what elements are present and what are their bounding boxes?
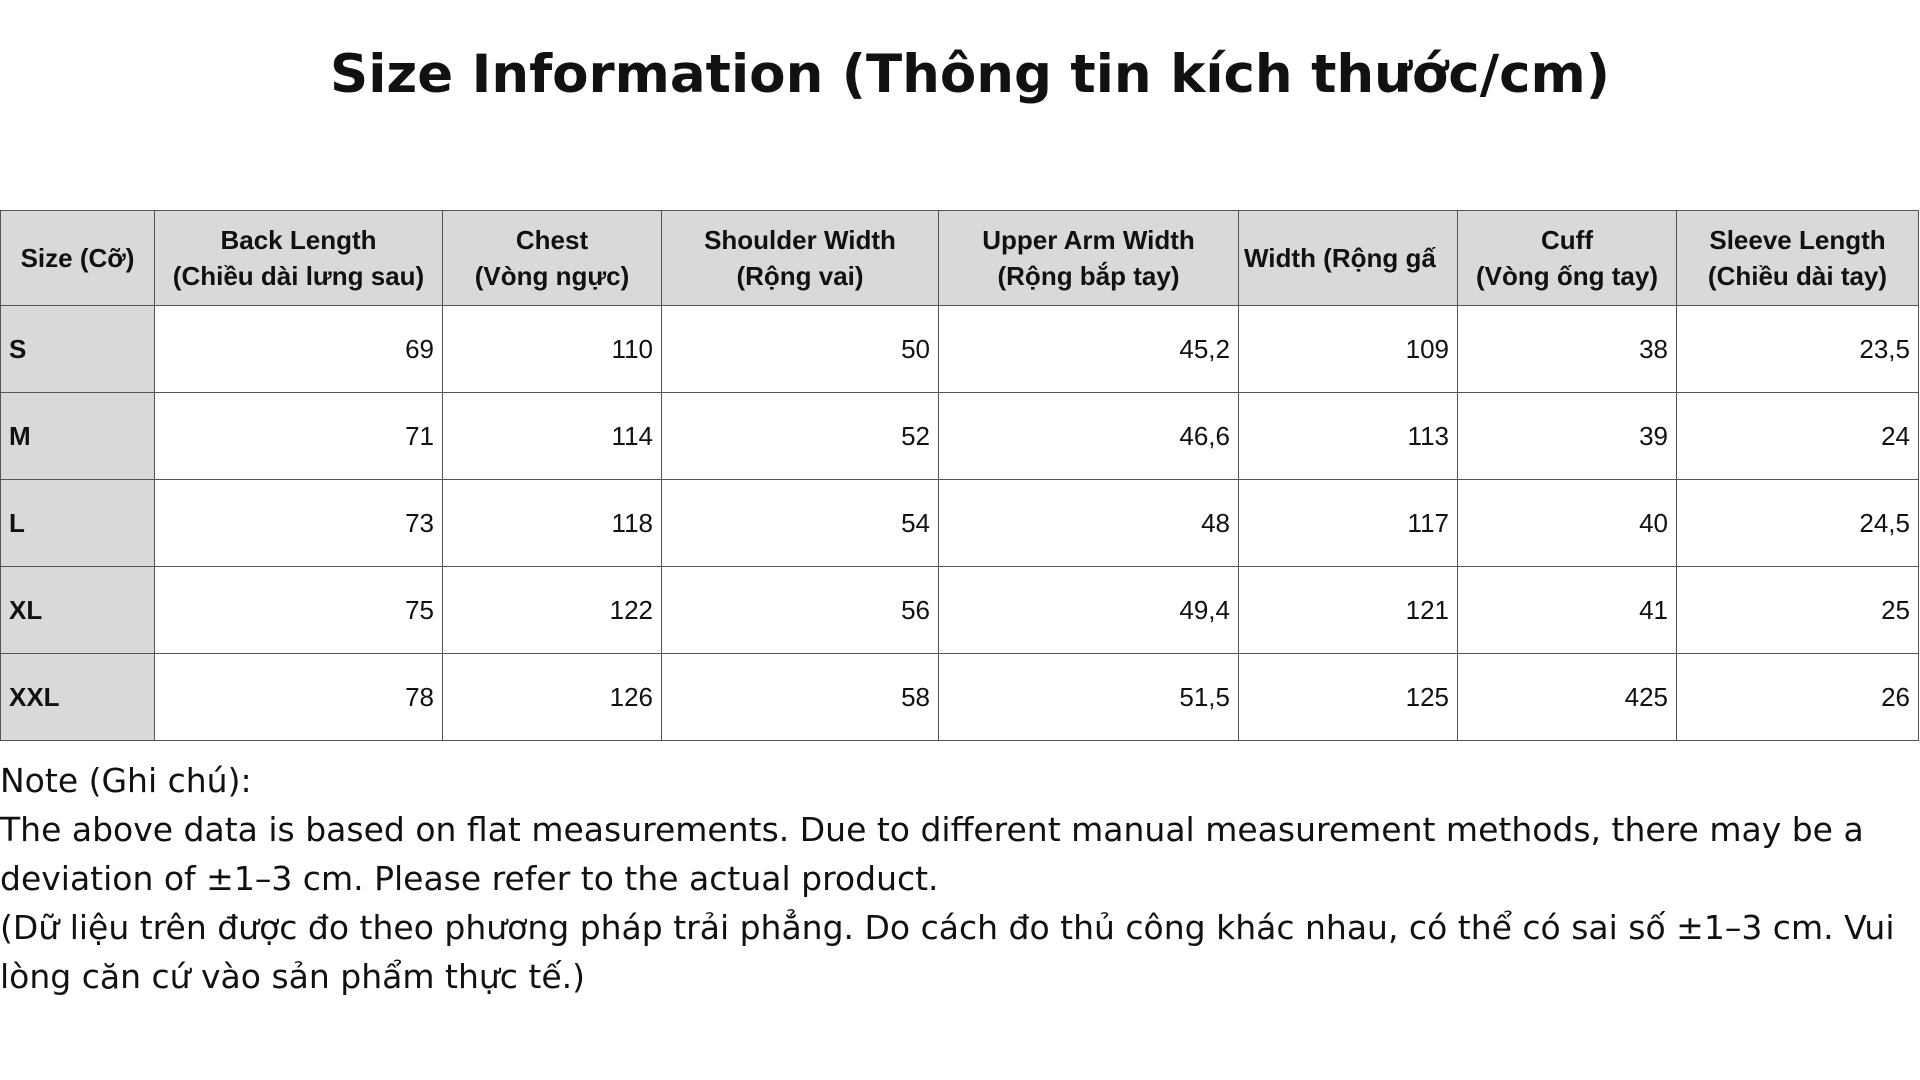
table-row xyxy=(1,393,1919,480)
table-cell: 125 xyxy=(1239,654,1458,741)
table-cell: 118 xyxy=(443,480,662,567)
table-cell: 48 xyxy=(939,480,1239,567)
table-cell: 49,4 xyxy=(939,567,1239,654)
table-cell: 51,5 xyxy=(939,654,1239,741)
header-shoulder-width: Shoulder Width (Rộng vai) xyxy=(662,211,939,306)
table-cell: 41 xyxy=(1458,567,1677,654)
table-cell: 39 xyxy=(1458,393,1677,480)
size-cell: L xyxy=(1,480,155,567)
header-back-length: Back Length (Chiều dài lưng sau) xyxy=(155,211,443,306)
table-row xyxy=(1,306,1919,393)
table-cell: 110 xyxy=(443,306,662,393)
size-cell: XXL xyxy=(1,654,155,741)
table-cell: 40 xyxy=(1458,480,1677,567)
table-cell: 69 xyxy=(155,306,443,393)
size-cell: XL xyxy=(1,567,155,654)
page-title: Size Information (Thông tin kích thước/cm) xyxy=(330,44,1610,105)
table-cell: 121 xyxy=(1239,567,1458,654)
table-cell: 113 xyxy=(1239,393,1458,480)
table-cell: 24 xyxy=(1677,393,1919,480)
table-cell: 75 xyxy=(155,567,443,654)
table-cell: 122 xyxy=(443,567,662,654)
table-cell: 45,2 xyxy=(939,306,1239,393)
table-cell: 46,6 xyxy=(939,393,1239,480)
table-header-row xyxy=(1,211,1919,306)
table-cell: 26 xyxy=(1677,654,1919,741)
table-cell: 58 xyxy=(662,654,939,741)
note-heading: Note (Ghi chú): xyxy=(0,761,252,800)
note-english: The above data is based on flat measurements. Due to different manual measurement methods, there may be a deviation of ±1–3 cm. Please refer to the actual product. xyxy=(0,810,1864,898)
table-cell: 73 xyxy=(155,480,443,567)
size-table xyxy=(0,210,1919,741)
table-cell: 25 xyxy=(1677,567,1919,654)
note-vietnamese: (Dữ liệu trên được đo theo phương pháp trải phẳng. Do cách đo thủ công khác nhau, có thể có sai số ±1–3 cm. Vui lòng căn cứ vào sản phẩm thực tế.) xyxy=(0,908,1895,996)
table-cell: 23,5 xyxy=(1677,306,1919,393)
table-cell: 24,5 xyxy=(1677,480,1919,567)
header-chest: Chest (Vòng ngực) xyxy=(443,211,662,306)
table-cell: 54 xyxy=(662,480,939,567)
table-row xyxy=(1,567,1919,654)
table-cell: 56 xyxy=(662,567,939,654)
table-cell: 50 xyxy=(662,306,939,393)
table-row xyxy=(1,480,1919,567)
table-cell: 117 xyxy=(1239,480,1458,567)
header-sleeve-length: Sleeve Length (Chiều dài tay) xyxy=(1677,211,1919,306)
note-section xyxy=(0,756,1910,1001)
table-cell: 38 xyxy=(1458,306,1677,393)
table-cell: 52 xyxy=(662,393,939,480)
header-upper-arm-width: Upper Arm Width (Rộng bắp tay) xyxy=(939,211,1239,306)
table-row xyxy=(1,654,1919,741)
size-cell: M xyxy=(1,393,155,480)
table-cell: 71 xyxy=(155,393,443,480)
table-cell: 114 xyxy=(443,393,662,480)
table-cell: 109 xyxy=(1239,306,1458,393)
table-cell: 425 xyxy=(1458,654,1677,741)
header-size: Size (Cỡ) xyxy=(1,211,155,306)
size-cell: S xyxy=(1,306,155,393)
table-cell: 78 xyxy=(155,654,443,741)
table-cell: 126 xyxy=(443,654,662,741)
header-cuff: Cuff (Vòng ống tay) xyxy=(1458,211,1677,306)
header-width: Width (Rộng gấ xyxy=(1239,211,1458,306)
